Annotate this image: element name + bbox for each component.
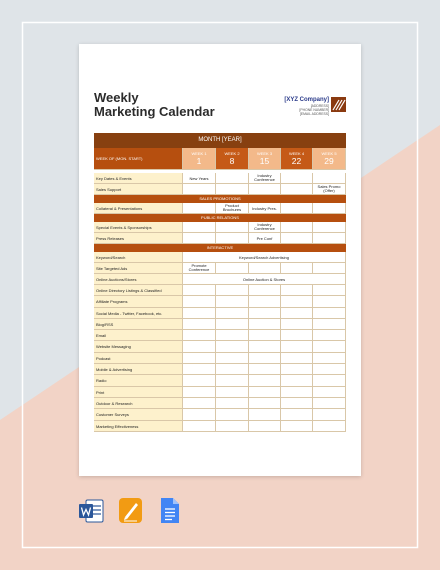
week-cell xyxy=(249,387,281,398)
week-cell xyxy=(281,341,313,352)
week-cell xyxy=(249,319,281,330)
week-cell xyxy=(249,341,281,352)
week-cell xyxy=(249,285,281,296)
week-cell xyxy=(313,296,346,307)
document-title xyxy=(94,91,215,119)
table-row: Press Releases Pre Conf xyxy=(94,233,346,244)
week-cell xyxy=(183,341,216,352)
week-cell xyxy=(249,421,281,432)
company-email: [EMAIL ADDRESS] xyxy=(299,112,329,116)
week-cell xyxy=(183,308,216,319)
week-header-row xyxy=(94,148,346,170)
week-cell xyxy=(249,330,281,341)
week-cell xyxy=(313,421,346,432)
week-cell xyxy=(313,375,346,386)
week-cell xyxy=(281,296,313,307)
week-cell xyxy=(216,285,249,296)
marketing-calendar-table xyxy=(94,133,346,432)
week-cell xyxy=(183,398,216,409)
week-cell xyxy=(216,319,249,330)
week-cell xyxy=(313,285,346,296)
company-phone: [PHONE NUMBER] xyxy=(299,108,329,112)
week-cell xyxy=(183,296,216,307)
company-name: [XYZ Company] xyxy=(284,97,329,103)
table-row xyxy=(94,341,346,352)
table-row xyxy=(94,296,346,307)
table-row xyxy=(94,387,346,398)
week-cell xyxy=(216,353,249,364)
week-header-3: WEEK 3 15 xyxy=(249,148,281,170)
title-line-1: Weekly xyxy=(94,90,139,105)
week-cell xyxy=(313,353,346,364)
week-cell xyxy=(183,409,216,420)
table-row xyxy=(94,398,346,409)
week-of-label: WEEK OF (MON. START) xyxy=(94,148,183,170)
week-cell xyxy=(313,387,346,398)
table-row: Key Dates & Events New Years Industry Conference xyxy=(94,173,346,184)
week-cell xyxy=(281,409,313,420)
week-cell xyxy=(313,409,346,420)
week-cell xyxy=(313,341,346,352)
table-row: Keyword/Search Keyword/Search Advertising xyxy=(94,252,346,263)
row-label: Marketing Effectiveness xyxy=(94,421,183,432)
week-cell xyxy=(216,308,249,319)
week-cell xyxy=(249,409,281,420)
row-label: Social Media - Twitter, Facebook, etc. xyxy=(94,308,183,319)
week-cell xyxy=(281,398,313,409)
week-cell xyxy=(281,330,313,341)
title-line-2: Marketing Calendar xyxy=(94,104,215,119)
week-cell xyxy=(249,308,281,319)
week-cell xyxy=(249,375,281,386)
table-row xyxy=(94,364,346,375)
week-cell xyxy=(281,421,313,432)
table-row: Collateral & Presentations Product Brochures Industry Pres. xyxy=(94,203,346,214)
row-label: Online Directory Listings & Classified xyxy=(94,285,183,296)
week-cell xyxy=(281,285,313,296)
row-label: Podcast xyxy=(94,353,183,364)
word-icon[interactable] xyxy=(78,498,104,524)
week-cell xyxy=(281,387,313,398)
row-label: Print xyxy=(94,387,183,398)
week-header-5: WEEK 5 29 xyxy=(313,148,346,170)
week-cell xyxy=(216,375,249,386)
company-logo-icon xyxy=(331,97,346,112)
row-label: Outdoor & Research xyxy=(94,398,183,409)
week-header-2: WEEK 2 8 xyxy=(216,148,249,170)
company-address: [ADDRESS] xyxy=(310,104,329,108)
month-header: MONTH [YEAR] xyxy=(94,133,346,148)
table-row xyxy=(94,375,346,386)
row-label: Website Messaging xyxy=(94,341,183,352)
interactive-rows xyxy=(94,285,346,432)
section-header-sales-promotions: SALES PROMOTIONS xyxy=(94,195,346,203)
section-header-public-relations: PUBLIC RELATIONS xyxy=(94,214,346,222)
week-cell xyxy=(313,319,346,330)
week-header-1: WEEK 1 1 xyxy=(183,148,216,170)
document-page xyxy=(79,44,361,476)
table-row: Sales Support Sales Promo (Offer) xyxy=(94,184,346,195)
table-row: Site Targeted Ads Promote Conference xyxy=(94,263,346,274)
table-row xyxy=(94,319,346,330)
week-cell xyxy=(216,387,249,398)
week-cell xyxy=(216,409,249,420)
row-label: Mobile & Advertising xyxy=(94,364,183,375)
week-cell xyxy=(216,364,249,375)
week-cell xyxy=(249,398,281,409)
table-row: Online Auctions/Stores Online Auction & Stores xyxy=(94,274,346,285)
week-cell xyxy=(281,353,313,364)
week-cell xyxy=(183,353,216,364)
week-cell xyxy=(216,398,249,409)
table-row: Special Events & Sponsorships Industry Conference xyxy=(94,222,346,233)
week-cell xyxy=(183,330,216,341)
week-cell xyxy=(313,364,346,375)
company-info xyxy=(284,97,329,116)
row-label: Customer Surveys xyxy=(94,409,183,420)
table-row xyxy=(94,330,346,341)
week-cell xyxy=(249,364,281,375)
week-cell xyxy=(216,296,249,307)
week-cell xyxy=(281,364,313,375)
week-cell xyxy=(216,330,249,341)
week-cell xyxy=(216,421,249,432)
week-cell xyxy=(313,330,346,341)
week-cell xyxy=(281,308,313,319)
week-cell xyxy=(313,398,346,409)
row-label: Blog/RSS xyxy=(94,319,183,330)
table-row xyxy=(94,409,346,420)
week-cell xyxy=(216,341,249,352)
week-cell xyxy=(281,375,313,386)
week-cell xyxy=(249,353,281,364)
table-row xyxy=(94,308,346,319)
row-label: Affiliate Programs xyxy=(94,296,183,307)
week-cell xyxy=(183,319,216,330)
pages-icon[interactable] xyxy=(118,497,144,524)
week-cell xyxy=(183,421,216,432)
table-row xyxy=(94,285,346,296)
week-header-4: WEEK 4 22 xyxy=(281,148,313,170)
week-cell xyxy=(183,387,216,398)
week-cell xyxy=(249,296,281,307)
week-cell xyxy=(313,308,346,319)
table-row xyxy=(94,353,346,364)
row-label: Radio xyxy=(94,375,183,386)
section-header-interactive: INTERACTIVE xyxy=(94,244,346,252)
table-row xyxy=(94,421,346,432)
week-cell xyxy=(183,285,216,296)
week-cell xyxy=(183,364,216,375)
google-docs-icon[interactable] xyxy=(160,497,180,524)
row-label: Email xyxy=(94,330,183,341)
week-cell xyxy=(281,319,313,330)
week-cell xyxy=(183,375,216,386)
